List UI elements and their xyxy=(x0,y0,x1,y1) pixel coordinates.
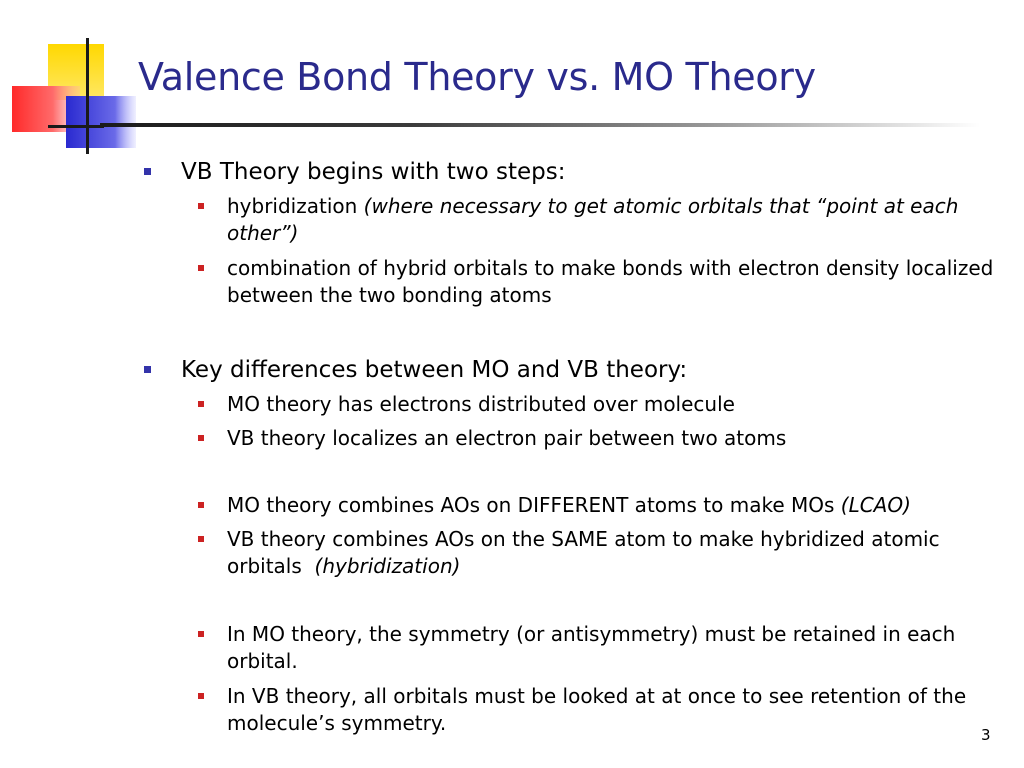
square-bullet-icon xyxy=(198,265,204,271)
bullet-italic-note: (hybridization) xyxy=(314,554,461,578)
bullet-level2 xyxy=(227,193,1017,247)
bullet-text: combination of hybrid orbitals to make bonds with electron density localized between the two bonding atoms xyxy=(227,256,994,307)
bullet-text: VB theory combines AOs on the SAME atom to make hybridized atomic orbitals xyxy=(227,527,940,578)
bullet-text: MO theory combines AOs on DIFFERENT atoms to make MOs xyxy=(227,493,835,517)
bullet-text: hybridization xyxy=(227,194,358,218)
bullet-level2 xyxy=(227,425,1017,452)
slide-title: Valence Bond Theory vs. MO Theory xyxy=(138,55,816,99)
square-bullet-icon xyxy=(198,435,204,441)
square-bullet-icon xyxy=(198,631,204,637)
page-number: 3 xyxy=(981,726,991,744)
bullet-text: In VB theory, all orbitals must be looked at at once to see retention of the molecule’s symmetry. xyxy=(227,684,967,735)
bullet-level2 xyxy=(227,255,1017,309)
bullet-level2 xyxy=(227,492,1017,519)
bullet-level2 xyxy=(227,526,1017,580)
square-bullet-icon xyxy=(198,536,204,542)
bullet-level2 xyxy=(227,683,1017,737)
bullet-text: MO theory has electrons distributed over molecule xyxy=(227,392,735,416)
bullet-italic-note: (where necessary to get atomic orbitals that “point at each other”) xyxy=(227,194,959,245)
bullet-level1 xyxy=(181,356,687,384)
bullet-level2 xyxy=(227,391,1017,418)
bullet-text: VB theory localizes an electron pair between two atoms xyxy=(227,426,787,450)
bullet-text: In MO theory, the symmetry (or antisymmetry) must be retained in each orbital. xyxy=(227,622,956,673)
square-bullet-icon xyxy=(198,203,204,209)
square-bullet-icon xyxy=(144,366,151,373)
square-bullet-icon xyxy=(198,401,204,407)
bullet-level1 xyxy=(181,158,565,186)
square-bullet-icon xyxy=(198,693,204,699)
bullet-italic-note: (LCAO) xyxy=(840,493,911,517)
square-bullet-icon xyxy=(198,502,204,508)
bullet-level2 xyxy=(227,621,1017,675)
bullet-text: Key differences between MO and VB theory: xyxy=(181,357,688,383)
bullet-text: VB Theory begins with two steps: xyxy=(181,159,566,185)
square-bullet-icon xyxy=(144,168,151,175)
